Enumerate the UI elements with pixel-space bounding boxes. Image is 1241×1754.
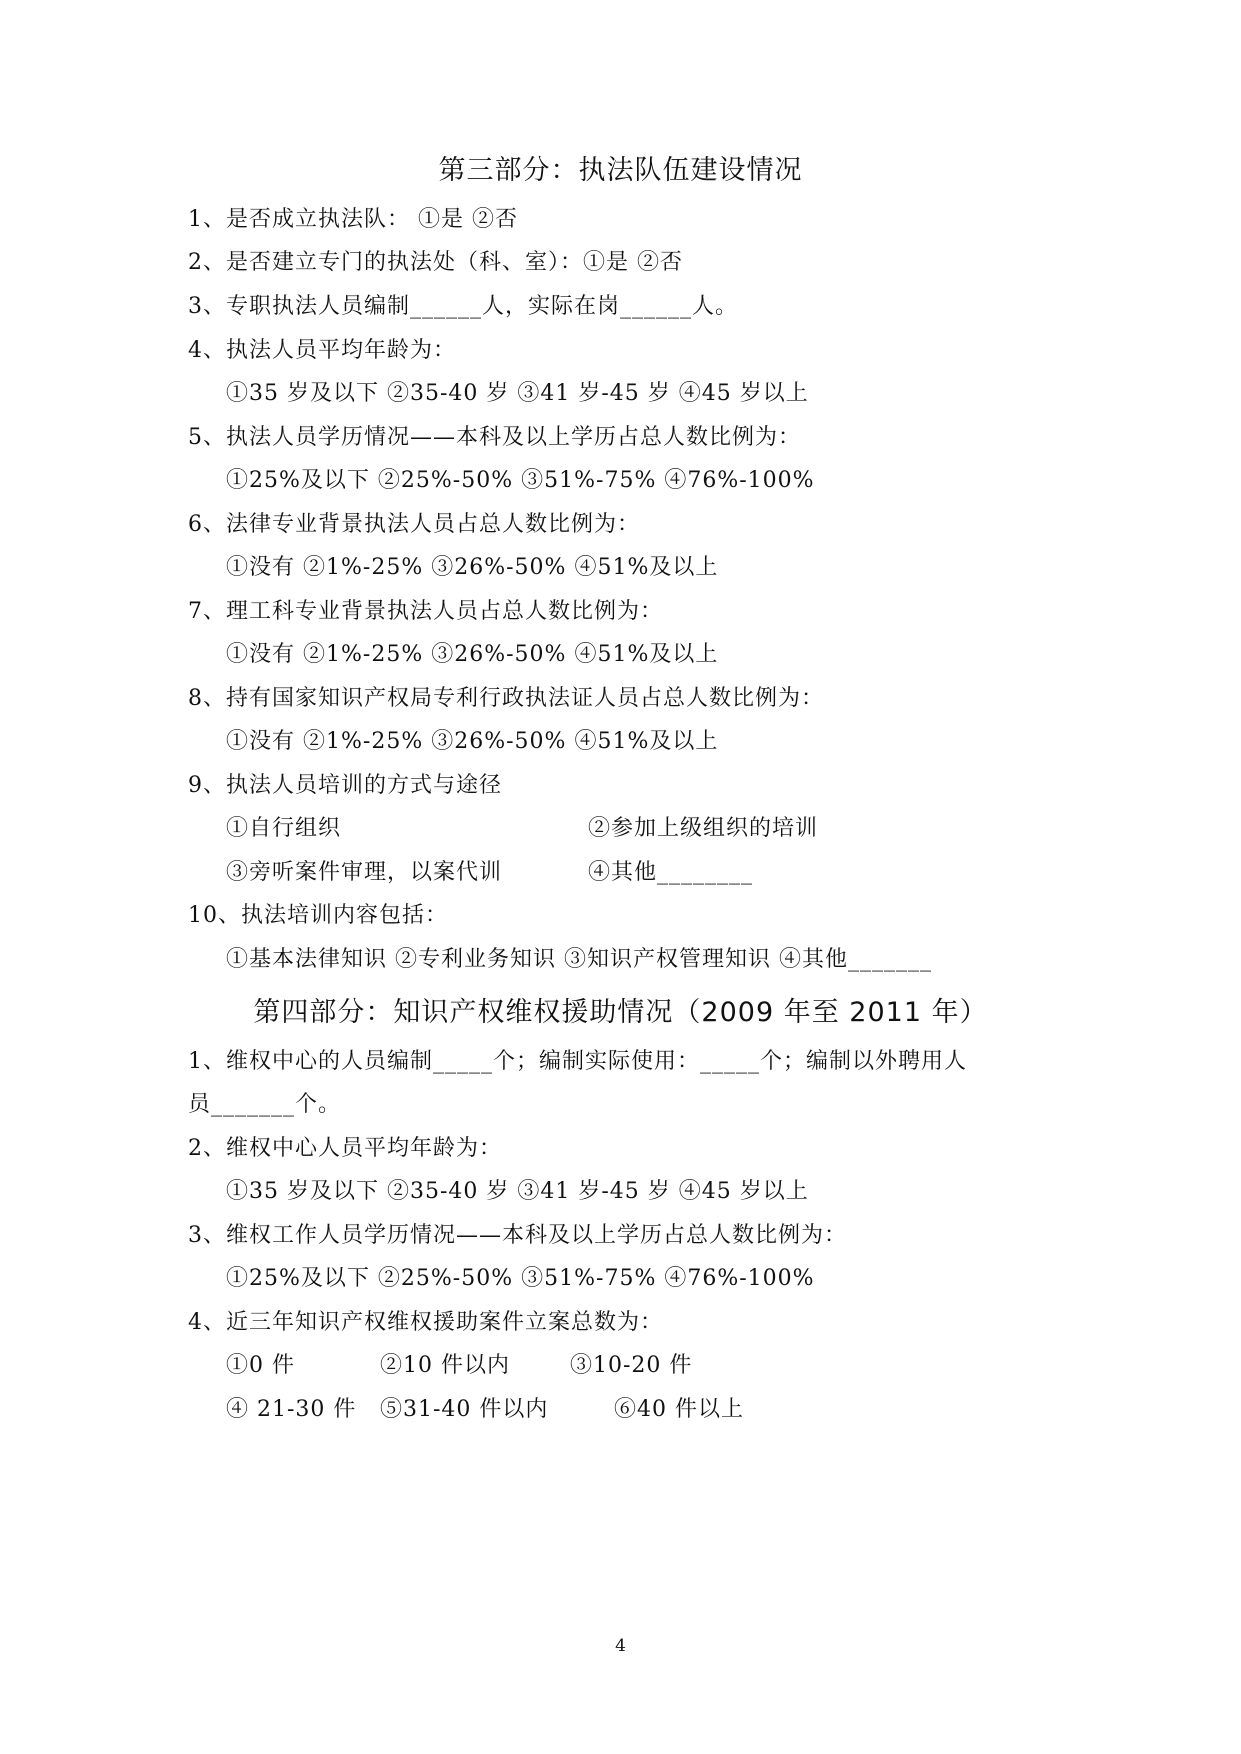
s3-question-10-options: ①基本法律知识 ②专利业务知识 ③知识产权管理知识 ④其他_______ (226, 947, 932, 972)
s4-question-4-option-3: ③10-20 件 (570, 1353, 693, 1378)
s3-question-4-options: ①35 岁及以下 ②35-40 岁 ③41 岁-45 岁 ④45 岁以上 (226, 381, 809, 406)
s4-question-2: 2、维权中心人员平均年龄为： (188, 1136, 502, 1161)
s3-question-9-option-4: ④其他________ (588, 860, 754, 885)
s3-question-6: 6、法律专业背景执法人员占总人数比例为： (188, 512, 640, 537)
s3-question-8: 8、持有国家知识产权局专利行政执法证人员占总人数比例为： (188, 686, 824, 711)
s3-question-2: 2、是否建立专门的执法处（科、室）：①是 ②否 (188, 250, 683, 275)
s4-question-4-option-5: ⑤31-40 件以内 (380, 1397, 549, 1422)
s4-question-2-options: ①35 岁及以下 ②35-40 岁 ③41 岁-45 岁 ④45 岁以上 (226, 1179, 809, 1204)
s4-question-3-options: ①25%及以下 ②25%-50% ③51%-75% ④76%-100% (226, 1266, 815, 1291)
s4-question-4-option-2: ②10 件以内 (380, 1353, 510, 1378)
s4-question-1-line-1: 1、维权中心的人员编制_____个；编制实际使用：_____个；编制以外聘用人 (188, 1049, 967, 1074)
page-number: 4 (615, 1636, 626, 1656)
s3-question-1: 1、是否成立执法队： ①是 ②否 (188, 207, 518, 232)
s4-question-4-option-1: ①0 件 (226, 1353, 295, 1378)
s3-question-5: 5、执法人员学历情况——本科及以上学历占总人数比例为： (188, 425, 801, 450)
s3-question-9: 9、执法人员培训的方式与途径 (188, 773, 502, 798)
s3-question-7: 7、理工科专业背景执法人员占总人数比例为： (188, 599, 663, 624)
s3-question-8-options: ①没有 ②1%-25% ③26%-50% ④51%及以上 (226, 729, 719, 754)
section-4-title: 第四部分：知识产权维权援助情况（2009 年至 2011 年） (253, 997, 988, 1028)
s3-question-10: 10、执法培训内容包括： (188, 903, 448, 928)
s3-question-9-option-3: ③旁听案件审理，以案代训 (226, 860, 503, 885)
s4-question-4-option-6: ⑥40 件以上 (614, 1397, 744, 1422)
s3-question-7-options: ①没有 ②1%-25% ③26%-50% ④51%及以上 (226, 642, 719, 667)
s4-question-3: 3、维权工作人员学历情况——本科及以上学历占总人数比例为： (188, 1223, 847, 1248)
s3-question-6-options: ①没有 ②1%-25% ③26%-50% ④51%及以上 (226, 555, 719, 580)
s4-question-4-option-4: ④ 21-30 件 (226, 1397, 357, 1422)
section-3-title: 第三部分：执法队伍建设情况 (438, 155, 803, 186)
s3-question-3: 3、专职执法人员编制______人，实际在岗______人。 (188, 294, 738, 319)
s3-question-5-options: ①25%及以下 ②25%-50% ③51%-75% ④76%-100% (226, 468, 815, 493)
s4-question-1-line-2: 员_______个。 (188, 1092, 342, 1117)
s3-question-9-option-2: ②参加上级组织的培训 (588, 816, 819, 841)
s3-question-4: 4、执法人员平均年龄为： (188, 338, 456, 363)
s4-question-4: 4、近三年知识产权维权援助案件立案总数为： (188, 1310, 663, 1335)
s3-question-9-option-1: ①自行组织 (226, 816, 342, 841)
